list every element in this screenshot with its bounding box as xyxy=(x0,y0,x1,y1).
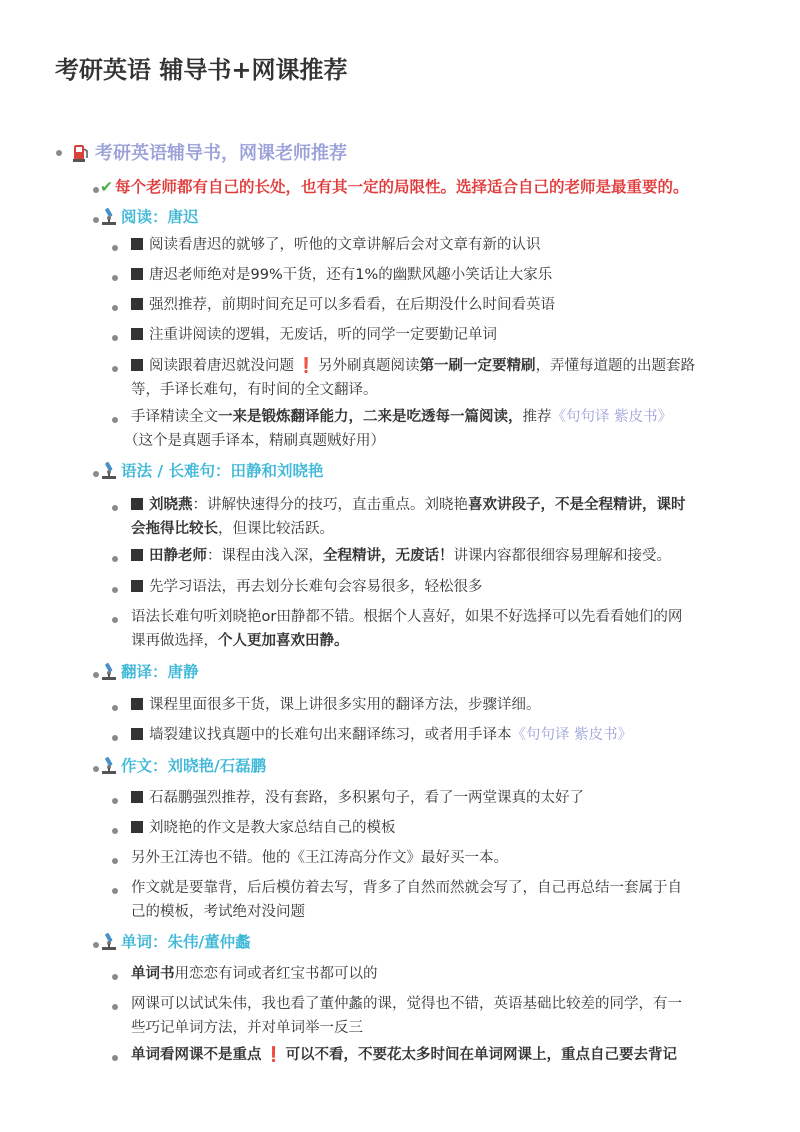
bullet-dot xyxy=(112,1004,118,1010)
check-mark-icon: ✔ xyxy=(100,178,113,196)
list-item: 语法长难句听刘晓艳or田静都不错。根据个人喜好，如果不好选择可以先看看她们的网 xyxy=(131,609,683,625)
list-item: 墙裂建议找真题中的长难句出来翻译练习，或者用手译本《句句译 紫皮书》 xyxy=(131,723,632,747)
intro-line: ✔ 每个老师都有自己的长处，也有其一定的局限性。选择适合自己的老师是最重要的。 xyxy=(100,178,689,196)
bullet-dot xyxy=(112,1055,118,1061)
bullet-dot xyxy=(112,735,118,741)
list-item: 石磊鹏强烈推荐，没有套路，多积累句子，看了一两堂课真的太好了 xyxy=(131,786,584,810)
bullet-dot xyxy=(112,798,118,804)
black-square-icon xyxy=(131,238,143,250)
list-item: 先学习语法，再去划分长难句会容易很多，轻松很多 xyxy=(131,575,483,599)
list-item: 阅读跟着唐迟就没问题 ❗ 另外刷真题阅读第一刷一定要精刷，弄懂每道题的出题套路 xyxy=(131,354,695,378)
bullet-dot xyxy=(112,974,118,980)
black-square-icon xyxy=(131,821,143,833)
list-item: 手译精读全文一来是锻炼翻译能力，二来是吃透每一篇阅读，推荐《句句译 紫皮书》 xyxy=(131,409,673,425)
black-square-icon xyxy=(131,498,143,510)
list-item: 课程里面很多干货，课上讲很多实用的翻译方法，步骤详细。 xyxy=(131,693,541,717)
bullet-dot xyxy=(112,587,118,593)
list-item: 强烈推荐，前期时间充足可以多看看，在后期没什么时间看英语 xyxy=(131,293,555,317)
black-square-icon xyxy=(131,328,143,340)
list-item-continued: （这个是真题手译本，精刷真题贼好用） xyxy=(124,433,385,449)
list-item-continued: 会拖得比较长，但课比较活跃。 xyxy=(131,521,334,537)
bullet-dot xyxy=(112,556,118,562)
list-item: 另外王江涛也不错。他的《王江涛高分作文》最好买一本。 xyxy=(131,850,508,866)
page-title: 考研英语 辅导书+网课推荐 xyxy=(55,56,348,84)
exclamation-icon: ❗ xyxy=(264,1047,283,1063)
bullet-dot xyxy=(112,305,118,311)
microscope-icon xyxy=(100,461,118,479)
bullet-dot xyxy=(112,417,118,423)
list-item-continued: 课再做选择，个人更加喜欢田静。 xyxy=(131,633,349,649)
book-link[interactable]: 《句句译 紫皮书》 xyxy=(511,727,633,743)
microscope-icon xyxy=(100,207,118,225)
section-heading-reading: 阅读：唐迟 xyxy=(100,205,199,227)
microscope-icon xyxy=(100,756,118,774)
black-square-icon xyxy=(131,359,143,371)
black-square-icon xyxy=(131,728,143,740)
bullet-dot xyxy=(112,335,118,341)
bullet-dot xyxy=(93,672,99,678)
black-square-icon xyxy=(131,791,143,803)
list-item: 单词看网课不是重点 ❗ 可以不看，不要花太多时间在单词网课上，重点自己要去背记 xyxy=(131,1047,678,1063)
bullet-dot xyxy=(93,942,99,948)
list-item-continued: 些巧记单词方法，并对单词举一反三 xyxy=(131,1020,363,1036)
microscope-icon xyxy=(100,662,118,680)
bullet-dot xyxy=(112,245,118,251)
list-item-continued: 等，手译长难句，有时间的全文翻译。 xyxy=(131,382,378,398)
section-heading-translation: 翻译：唐静 xyxy=(100,660,199,682)
microscope-icon xyxy=(100,932,118,950)
list-item-continued: 己的模板，考试绝对没问题 xyxy=(131,904,305,920)
list-item: 网课可以试试朱伟，我也看了董仲蠡的课，觉得也不错，英语基础比较差的同学，有一 xyxy=(131,996,682,1012)
list-item: 阅读看唐迟的就够了，听他的文章讲解后会对文章有新的认识 xyxy=(131,233,541,257)
list-item: 刘晓艳的作文是教大家总结自己的模板 xyxy=(131,816,396,840)
black-square-icon xyxy=(131,549,143,561)
bullet-dot xyxy=(93,766,99,772)
list-item: 单词书用恋恋有词或者红宝书都可以的 xyxy=(131,966,378,982)
section-heading-grammar: 语法 / 长难句：田静和刘晓艳 xyxy=(100,459,323,481)
book-link[interactable]: 《句句译 紫皮书》 xyxy=(551,409,673,425)
black-square-icon xyxy=(131,580,143,592)
bullet-dot xyxy=(112,505,118,511)
bullet-dot xyxy=(112,366,118,372)
bullet-dot xyxy=(112,705,118,711)
fuel-pump-icon xyxy=(73,142,89,162)
list-item: 唐迟老师绝对是99%干货，还有1%的幽默风趣小笑话让大家乐 xyxy=(131,263,552,287)
bullet-dot xyxy=(112,858,118,864)
list-item: 注重讲阅读的逻辑，无废话，听的同学一定要勤记单词 xyxy=(131,323,497,347)
main-header: 考研英语辅导书，网课老师推荐 xyxy=(73,139,347,165)
bullet-dot xyxy=(93,187,99,193)
exclamation-icon: ❗ xyxy=(297,358,316,374)
black-square-icon xyxy=(131,268,143,280)
section-heading-vocab: 单词：朱伟/董仲蠡 xyxy=(100,930,251,952)
bullet-dot xyxy=(93,471,99,477)
bullet-dot xyxy=(56,150,62,156)
section-heading-writing: 作文：刘晓艳/石磊鹏 xyxy=(100,754,266,776)
bullet-dot xyxy=(112,828,118,834)
bullet-dot xyxy=(93,217,99,223)
black-square-icon xyxy=(131,698,143,710)
list-item: 刘晓燕：讲解快速得分的技巧，直击重点。刘晓艳喜欢讲段子，不是全程精讲，课时 xyxy=(131,493,686,517)
black-square-icon xyxy=(131,298,143,310)
bullet-dot xyxy=(112,275,118,281)
bullet-dot xyxy=(112,617,118,623)
list-item: 田静老师：课程由浅入深，全程精讲，无废话！讲课内容都很细容易理解和接受。 xyxy=(131,544,671,568)
list-item: 作文就是要靠背，后后模仿着去写，背多了自然而然就会写了，自己再总结一套属于自 xyxy=(131,880,682,896)
bullet-dot xyxy=(112,888,118,894)
